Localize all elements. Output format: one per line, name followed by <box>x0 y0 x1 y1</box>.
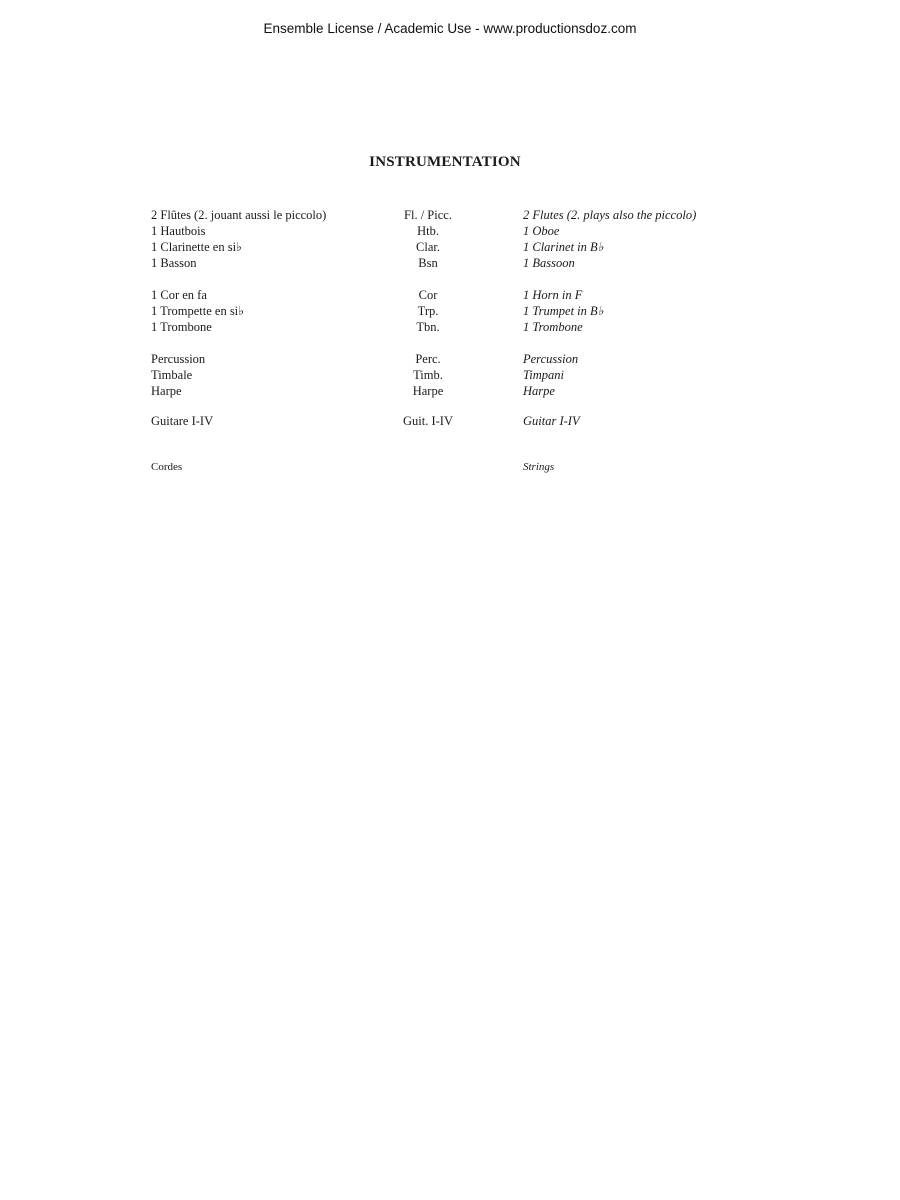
instrument-english: 2 Flutes (2. plays also the piccolo) <box>523 208 697 222</box>
instrument-french: Guitare I-IV <box>151 414 214 428</box>
instrument-french: Timbale <box>151 368 193 382</box>
instrument-row-harp <box>0 383 900 399</box>
instrument-english: Guitar I-IV <box>523 414 580 428</box>
instrument-english: Harpe <box>523 384 555 398</box>
instrument-french: 1 Trombone <box>151 320 212 334</box>
instrument-row-timpani <box>0 367 900 383</box>
instrument-row-strings <box>0 459 900 475</box>
instrument-abbreviation: Cor <box>418 288 438 302</box>
instrument-row-horn <box>0 287 900 303</box>
instrument-english: Strings <box>523 461 555 473</box>
instrument-english: Timpani <box>523 368 564 382</box>
instrument-row-flutes <box>0 207 900 223</box>
instrument-row-trombone <box>0 319 900 335</box>
instrument-french: Percussion <box>151 352 206 366</box>
instrument-french: 2 Flûtes (2. jouant aussi le piccolo) <box>151 208 327 222</box>
instrument-french: 1 Trompette en si♭ <box>151 304 245 318</box>
instrument-abbreviation: Htb. <box>417 224 439 238</box>
instrument-abbreviation: Fl. / Picc. <box>404 208 452 222</box>
instrument-english: 1 Trumpet in B♭ <box>523 304 604 318</box>
instrument-abbreviation: Guit. I-IV <box>403 414 453 428</box>
instrument-english: 1 Clarinet in B♭ <box>523 240 604 254</box>
instrument-french: 1 Basson <box>151 256 197 270</box>
instrument-abbreviation: Bsn <box>418 256 438 270</box>
instrument-abbreviation: Timb. <box>413 368 443 382</box>
instrument-french: 1 Cor en fa <box>151 288 207 302</box>
instrument-abbreviation: Tbn. <box>416 320 440 334</box>
instrument-row-percussion <box>0 351 900 367</box>
instrument-abbreviation: Harpe <box>412 384 444 398</box>
instrument-french: Cordes <box>151 461 183 473</box>
instrument-english: Percussion <box>523 352 579 366</box>
instrument-abbreviation: Clar. <box>416 240 440 254</box>
instrument-french: 1 Hautbois <box>151 224 206 238</box>
instrument-abbreviation: Perc. <box>415 352 441 366</box>
instrument-row-bassoon <box>0 255 900 271</box>
instrument-english: 1 Trombone <box>523 320 583 334</box>
page-title: INSTRUMENTATION <box>369 154 521 170</box>
instrument-french: Harpe <box>151 384 182 398</box>
instrument-row-oboe <box>0 223 900 239</box>
instrument-english: 1 Horn in F <box>523 288 583 302</box>
instrument-french: 1 Clarinette en si♭ <box>151 240 242 254</box>
instrument-english: 1 Bassoon <box>523 256 575 270</box>
instrument-english: 1 Oboe <box>523 224 560 238</box>
instrument-row-trumpet <box>0 303 900 319</box>
instrument-abbreviation: Trp. <box>417 304 439 318</box>
license-header: Ensemble License / Academic Use - www.productionsdoz.com <box>263 21 637 36</box>
instrument-row-clarinet <box>0 239 900 255</box>
instrument-row-guitar <box>0 413 900 429</box>
